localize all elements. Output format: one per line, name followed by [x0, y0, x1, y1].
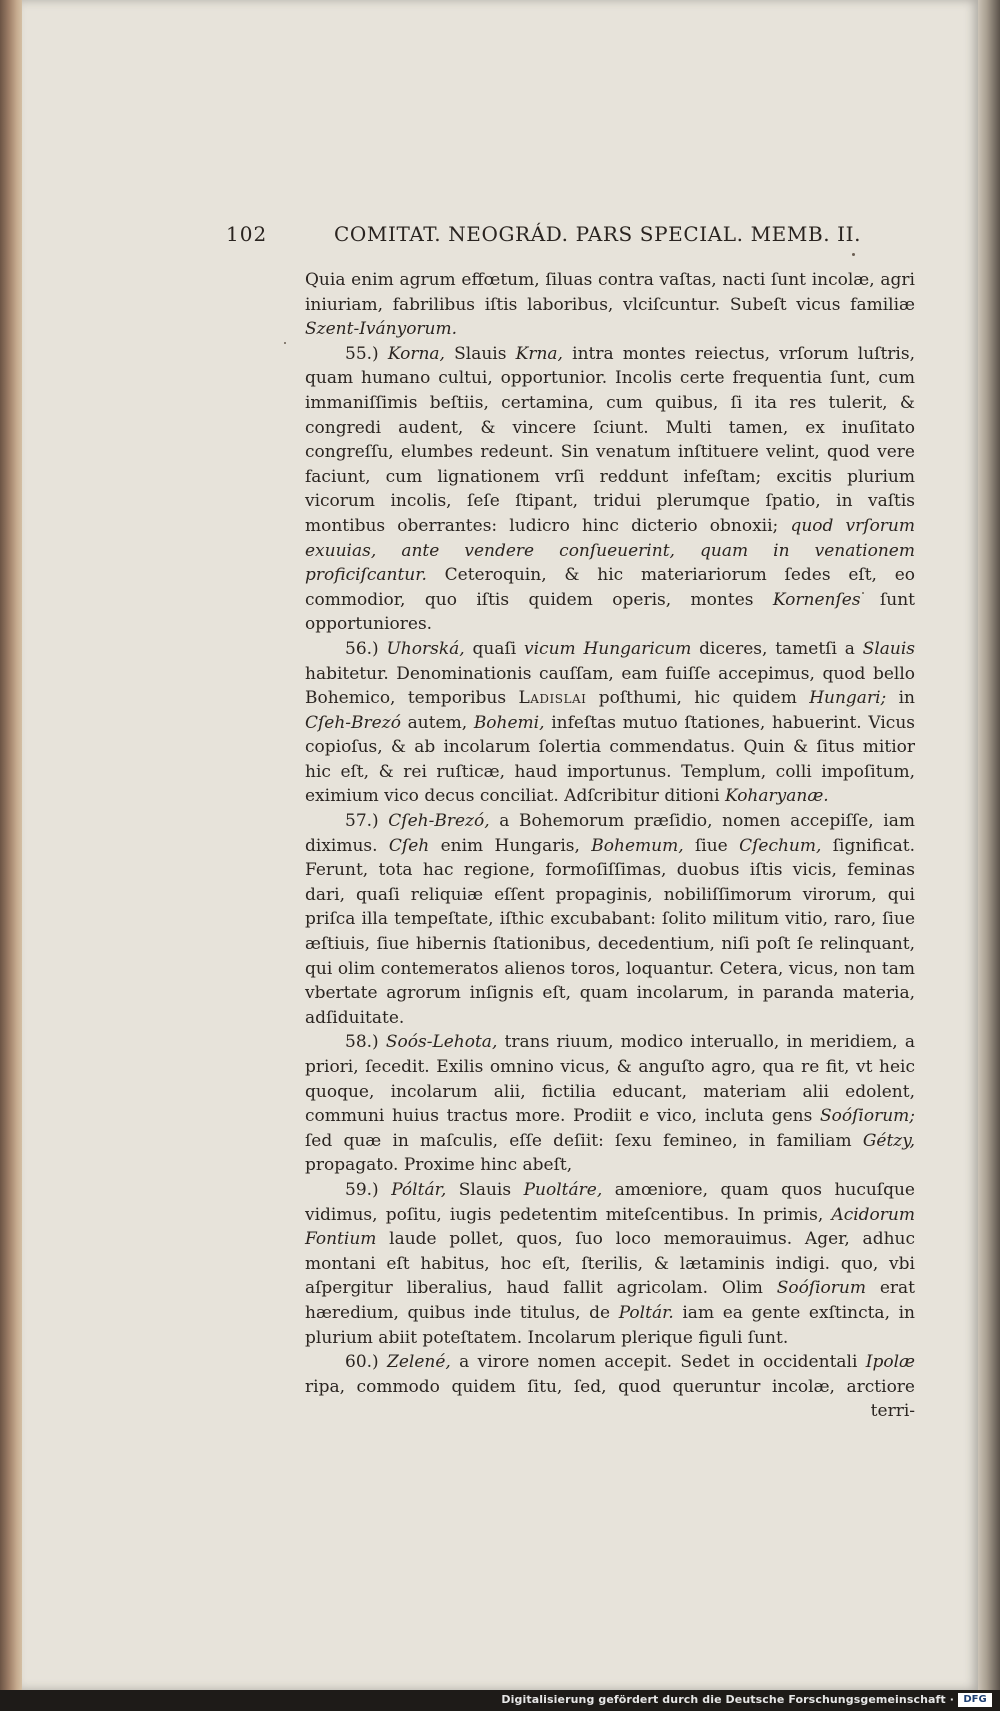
italic-run: Acidorum Fontium [305, 1204, 915, 1250]
paragraphs [305, 268, 915, 1399]
italic-run: Krna, [515, 343, 563, 364]
italic-run: Zelené, [387, 1352, 451, 1373]
dfg-logo: DFG [958, 1693, 992, 1707]
text-run: poſthumi, hic quidem [586, 688, 810, 709]
text-run: propagato. Proxime hinc abeſt, [305, 1155, 573, 1176]
italic-run: Bohemum, [591, 835, 684, 856]
text-run: 56.) [345, 638, 387, 659]
text-run: 58.) [345, 1032, 386, 1053]
catchword: terri- [870, 1401, 915, 1422]
ink-speck [284, 342, 286, 344]
italic-run: Uhorská, [386, 638, 465, 659]
italic-run: Póltár, [391, 1179, 447, 1200]
text-run: Slauis [446, 1179, 524, 1200]
running-head [226, 222, 866, 252]
book-edge-left [0, 0, 24, 1711]
text-run: ſignificat. Ferunt, tota hac regione, formoſiſſimas, duobus iſtis vicis, feminas dari, quaſi reliquiæ eſſent propaginis, nobiliſſimorum virorum, qui priſca illa tempeſtate, iſthic excubabant: ſolito militum vitio, raro, ſiue æſtiuis, ſiue hibernis ſtationibus, decedentium, niſi poſt ſe relinquant, qui olim contemeratos alienos toros, loquantur. Cetera, vicus, non tam vbertate agrorum inſignis eſt, quam incolarum, in paranda materia, adſiduitate. [305, 835, 915, 1028]
text-run: Ceteroquin, & hic materiariorum ſedes eſt, eo commodior, quo iſtis quidem operis, montes [305, 565, 915, 610]
text-run: trans riuum, modico interuallo, in meridiem, a priori, ſecedit. Exilis omnino vicus, & anguſto agro, qua re fit, vt heic quoque, incolarum alii, fictilia educant, materiam alii edolent, communi huius tractus more. Prodiit e vico, incluta gens [305, 1032, 915, 1127]
paragraph-58 [305, 1030, 915, 1178]
ink-speck [852, 253, 855, 256]
paragraph-57 [305, 809, 915, 1030]
footer-credit: Digitalisierung gefördert durch die Deutsche Forschungsgemeinschaft · [501, 1693, 954, 1706]
text-run: amœniore, quam quos hucuſque vidimus, poſitu, iugis pedetentim miteſcentibus. In primis, [305, 1179, 915, 1225]
small-caps-run: Ladislai [518, 688, 587, 709]
paragraph-56 [305, 637, 915, 809]
text-run: 60.) [345, 1352, 388, 1373]
paragraph-55 [305, 342, 915, 637]
text-run: intra montes reiectus, vrſorum luſtris, quam humano cultui, opportunior. Incolis certe frequentia ſunt, cum immaniſſimis beſtiis, certamina, cum quibus, ſi ita res tulerit, & congredi audent, & vincere ſciunt. Multi tamen, ex inuſitato congreſſu, elumbes redeunt. Sin venatum inſtituere velint, quod vere faciunt, cum lignationem vrſi reddunt infeſtam; excitis plurium vicorum incolis, ſeſe ſtipant, tridui plerumque ſpatio, in vaſtis montibus oberrantes: ludicro hinc dicterio obnoxii; [305, 343, 915, 536]
header-title: COMITAT. NEOGRÁD. PARS SPECIAL. MEMB. II. [334, 222, 862, 246]
paragraph-60 [305, 1350, 915, 1399]
italic-run: quod vrſorum exuuias, ante vendere conſueuerint, quam in venationem proficiſcantur. [305, 515, 916, 586]
text-run: ſunt opportuniores. [305, 589, 915, 635]
italic-run: Bohemi, [473, 712, 545, 733]
text-run: Slauis [444, 343, 516, 364]
paragraph-59 [305, 1178, 915, 1350]
text-run: erat hæredium, quibus inde titulus, de [305, 1278, 915, 1323]
body-text [305, 268, 915, 1424]
text-run: a virore nomen accepit. Sedet in occidentali [450, 1352, 866, 1373]
italic-run: Cſeh-Brezó [305, 712, 401, 733]
italic-run: Szent-Iványorum. [305, 319, 458, 340]
italic-run: Soóſiorum [776, 1278, 866, 1299]
text-run: ſed quæ in maſculis, eſſe deſiit: ſexu femineo, in familiam [305, 1130, 863, 1151]
italic-run: Cſeh-Brezó, [388, 811, 490, 832]
paragraph-intro [305, 268, 915, 342]
italic-run: Hungari; [809, 688, 887, 709]
italic-run: Slauis [862, 638, 915, 659]
text-run: iam ea gente exſtincta, in plurium abiit poteſtatem. Incolarum plerique figuli ſunt. [305, 1302, 915, 1348]
italic-run: Korna, [387, 343, 445, 364]
text-run: Quia enim agrum effœtum, ſiluas contra vaſtas, nacti ſunt incolæ, agri iniuriam, fabrilibus iſtis laboribus, vlciſcuntur. Subeſt vicus familiæ [305, 270, 915, 315]
italic-run: Ipolæ [865, 1352, 916, 1373]
page-number: 102 [226, 222, 268, 246]
text-run: 55.) [345, 343, 388, 364]
italic-run: Soóſiorum; [819, 1106, 915, 1127]
text-run: habitetur. Denominationis cauſſam, eam fuiſſe accepimus, quod bello Bohemico, temporibus [305, 663, 915, 709]
italic-run: Poltár. [618, 1302, 674, 1323]
italic-run: Puoltáre, [523, 1179, 603, 1200]
text-run: laude pollet, quos, ſuo loco memorauimus. Ager, adhuc montani eſt habitus, hoc eſt, ſterilis, & lætaminis indigi. quo, vbi aſpergitur liberalius, haud fallit agricolam. Olim [305, 1229, 915, 1299]
text-run: enim Hungaris, [429, 835, 592, 856]
text-run: ſiue [683, 835, 740, 856]
italic-run: Cſeh [388, 835, 430, 856]
text-run: 59.) [345, 1179, 392, 1200]
italic-run: Koharyanæ. [724, 786, 829, 807]
italic-run: Kornenſes [772, 589, 861, 610]
text-run: a Bohemorum præſidio, nomen accepiſſe, iam diximus. [305, 811, 915, 856]
text-run: in [886, 688, 915, 709]
text-run: ripa, commodo quidem ſitu, ſed, quod queruntur incolæ, arctiore [305, 1376, 915, 1397]
text-run: diceres, tametſi a [691, 638, 863, 659]
text-run: autem, [400, 712, 474, 733]
italic-run: Cſechum, [739, 835, 822, 856]
text-run: quaſi [464, 638, 525, 659]
text-run: infeſtas mutuo ſtationes, habuerint. Vicus copioſus, & ab incolarum ſolertia commendatus. Quin & ſitus mitior hic eſt, & rei ruſticæ, haud importunus. Templum, colli impoſitum, eximium vico decus conciliat. Adſcribitur ditioni [305, 712, 915, 807]
text-run: 57.) [345, 811, 389, 832]
italic-run: Soós-Lehota, [385, 1032, 498, 1053]
book-edge-right [978, 0, 1000, 1690]
italic-run: vicum Hungaricum [524, 638, 692, 659]
italic-run: Gétzy, [862, 1130, 915, 1151]
